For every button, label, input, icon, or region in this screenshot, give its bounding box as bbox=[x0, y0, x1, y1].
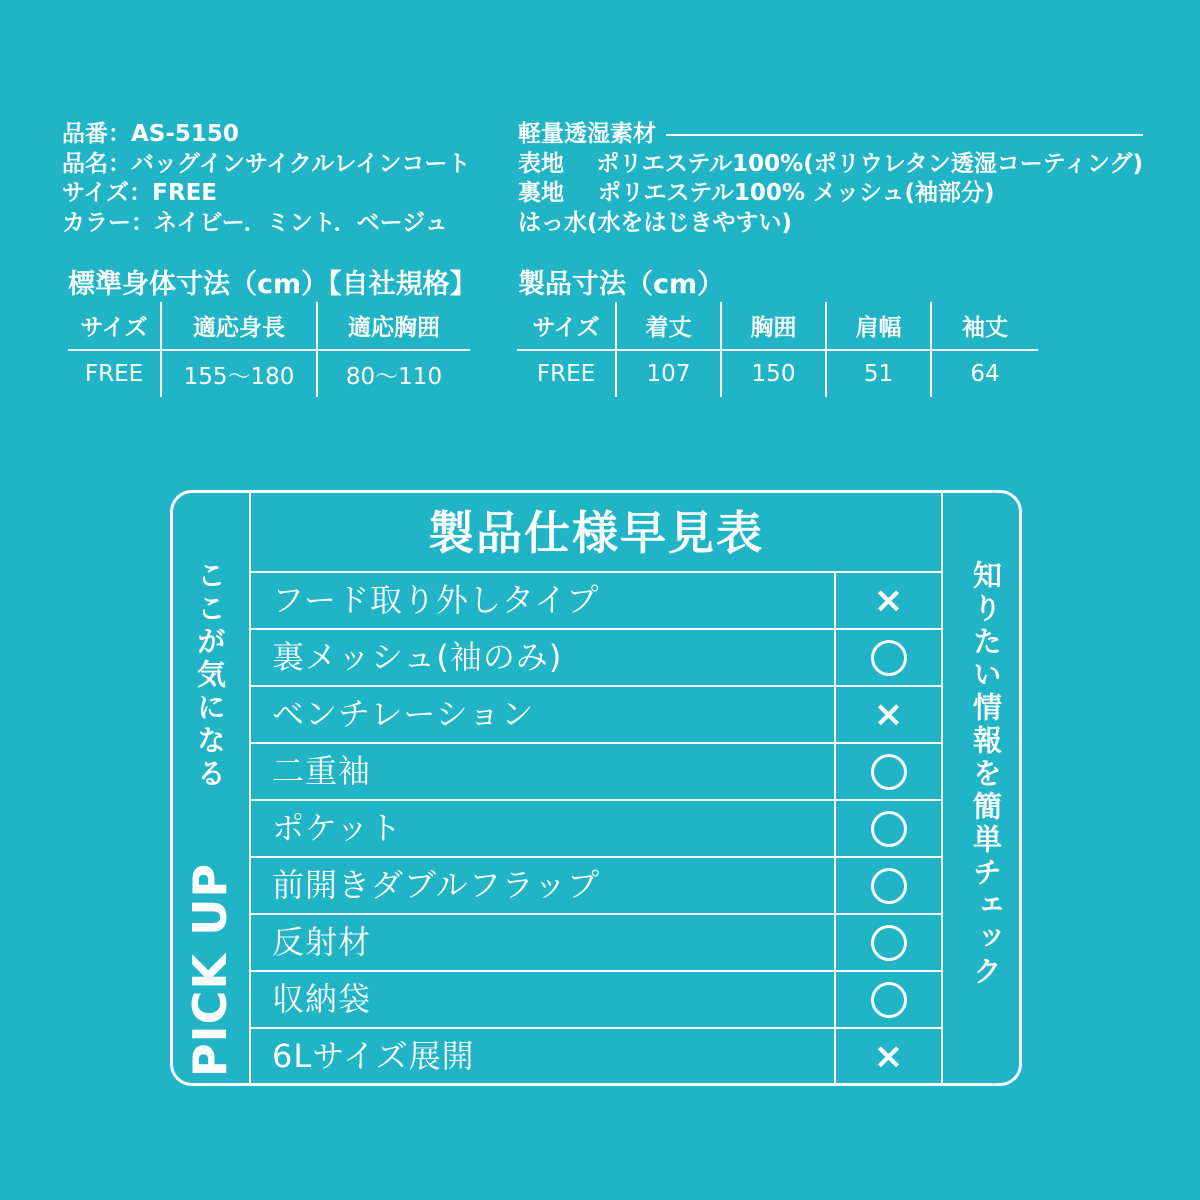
list-item bbox=[250, 572, 942, 629]
feature-mark bbox=[835, 971, 942, 1028]
circle-icon bbox=[871, 754, 907, 790]
spec-title: 製品仕様早見表 bbox=[428, 506, 764, 560]
product-size-table bbox=[517, 302, 1038, 397]
cross-icon: × bbox=[873, 579, 904, 621]
list-item bbox=[250, 629, 942, 686]
table-header: 着丈 bbox=[616, 302, 721, 350]
feature-label: 前開きダブルフラップ bbox=[272, 866, 601, 904]
material-outer-value: ポリエステル100%(ポリウレタン透湿コーティング) bbox=[596, 150, 1143, 177]
list-item bbox=[250, 914, 942, 971]
product-name: 品名：バッグインサイクルレインコート bbox=[62, 150, 471, 177]
circle-icon bbox=[871, 868, 907, 904]
table-cell: 64 bbox=[931, 350, 1038, 397]
material-outer-label: 表地 bbox=[518, 150, 564, 177]
table-cell: FREE bbox=[536, 361, 596, 387]
material-lining-value: ポリエステル100% メッシュ(袖部分) bbox=[598, 180, 995, 206]
feature-label: 反射材 bbox=[272, 923, 372, 961]
circle-icon bbox=[871, 982, 907, 1018]
pickup-text: PICK UP bbox=[183, 862, 237, 1078]
material-lining-label: 裏地 bbox=[518, 180, 564, 206]
heading-divider bbox=[666, 134, 1143, 136]
body-size-title: 標準身体寸法（cm）【自社規格】 bbox=[68, 269, 477, 300]
table-header: 適応胸囲 bbox=[317, 302, 470, 350]
table-header: 肩幅 bbox=[826, 302, 931, 350]
feature-label: 二重袖 bbox=[272, 752, 372, 790]
table-header: 適応身長 bbox=[161, 302, 317, 350]
feature-mark bbox=[835, 914, 942, 971]
table-cell: 51 bbox=[826, 350, 931, 397]
feature-mark bbox=[835, 686, 942, 743]
left-caption: ここが気になる bbox=[193, 560, 227, 791]
table-header: サイズ bbox=[68, 302, 161, 350]
feature-label: フード取り外しタイプ bbox=[272, 581, 600, 619]
feature-mark bbox=[835, 1028, 942, 1085]
product-size-title: 製品寸法（cm） bbox=[518, 269, 725, 300]
product-info bbox=[62, 120, 470, 238]
table-header: サイズ bbox=[517, 302, 616, 350]
product-number: 品番：AS-5150 bbox=[62, 121, 239, 147]
table-header: 胸囲 bbox=[721, 302, 826, 350]
table-cell: 107 bbox=[616, 350, 721, 397]
feature-mark bbox=[835, 743, 942, 800]
product-colors: カラー：ネイビー．ミント．ベージュ bbox=[62, 209, 448, 236]
cross-icon: × bbox=[873, 1035, 904, 1077]
table-cell: 155〜180 bbox=[161, 350, 317, 397]
circle-icon bbox=[871, 640, 907, 676]
cross-icon: × bbox=[873, 693, 904, 735]
feature-label: 裏メッシュ(袖のみ) bbox=[272, 638, 563, 676]
feature-label: 収納袋 bbox=[272, 980, 372, 1018]
right-caption: 知りたい情報を簡単チェック bbox=[969, 560, 1003, 989]
table-cell: FREE bbox=[84, 361, 144, 387]
circle-icon bbox=[871, 811, 907, 847]
list-item bbox=[250, 1028, 942, 1085]
material-outer bbox=[518, 150, 1143, 180]
table-cell: 150 bbox=[721, 350, 826, 397]
feature-mark bbox=[835, 857, 942, 914]
feature-label: ポケット bbox=[272, 809, 403, 847]
feature-mark bbox=[835, 800, 942, 857]
list-item bbox=[250, 857, 942, 914]
material-lining bbox=[518, 179, 1143, 209]
material-info bbox=[518, 120, 1143, 238]
body-size-table bbox=[68, 302, 470, 397]
table-header: 袖丈 bbox=[931, 302, 1038, 350]
feature-label: 6Lサイズ展開 bbox=[272, 1037, 475, 1075]
pickup-label bbox=[178, 862, 242, 1078]
table-cell: 80〜110 bbox=[317, 350, 470, 397]
material-heading: 軽量透湿素材 bbox=[518, 121, 656, 147]
feature-label: ベンチレーション bbox=[272, 695, 535, 733]
list-item bbox=[250, 800, 942, 857]
list-item bbox=[250, 971, 942, 1028]
list-item bbox=[250, 743, 942, 800]
circle-icon bbox=[871, 925, 907, 961]
list-item bbox=[250, 686, 942, 743]
product-size: サイズ：FREE bbox=[62, 180, 218, 206]
feature-mark bbox=[835, 629, 942, 686]
feature-mark bbox=[835, 572, 942, 629]
material-note: はっ水(水をはじきやすい) bbox=[518, 209, 793, 236]
